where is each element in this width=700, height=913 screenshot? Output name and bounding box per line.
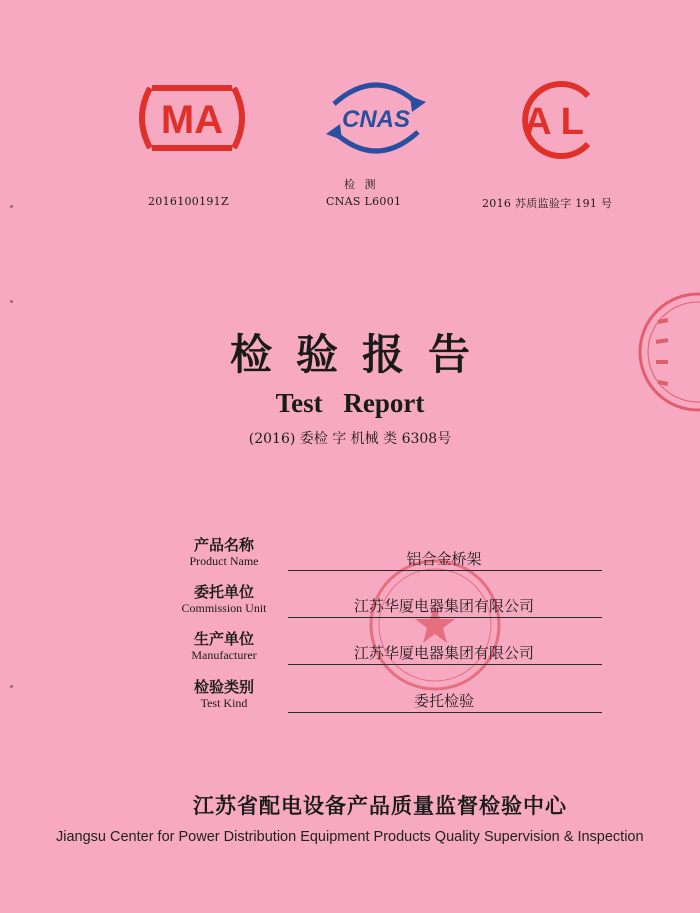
svg-text:MA: MA xyxy=(160,98,224,142)
organization-name-en: Jiangsu Center for Power Distribution Equipment Products Quality Supervision & Inspection xyxy=(56,829,644,845)
label-en: Commission Unit xyxy=(181,601,267,615)
binding-hole xyxy=(10,300,13,303)
field-label xyxy=(160,583,288,616)
field-product-name xyxy=(160,536,610,582)
cnas-cert-number: CNAS L6001 xyxy=(326,195,402,208)
cnas-logo xyxy=(320,74,432,164)
label-cn: 检验类别 xyxy=(193,678,254,696)
report-title-cn: 检验报告 xyxy=(229,330,494,379)
label-en: Product Name xyxy=(189,554,259,568)
report-number: (2016) 委检 字 机械 类 6308号 xyxy=(248,431,452,447)
field-value: 委托检验 xyxy=(413,692,474,710)
svg-text:A L: A L xyxy=(524,101,584,143)
underline xyxy=(288,617,602,618)
cnas-caption: 检 测 xyxy=(344,178,379,191)
field-commission-unit xyxy=(160,583,610,629)
report-title-en: Test Report xyxy=(275,388,425,418)
field-test-kind xyxy=(160,678,610,724)
field-label xyxy=(160,678,288,711)
al-logo xyxy=(500,80,608,160)
underline xyxy=(288,664,602,665)
underline xyxy=(288,570,602,571)
field-manufacturer xyxy=(160,630,610,676)
field-value: 江苏华厦电器集团有限公司 xyxy=(353,644,534,662)
field-label xyxy=(160,630,288,663)
ma-cert-number: 2016100191Z xyxy=(148,195,229,208)
field-value: 江苏华厦电器集团有限公司 xyxy=(353,597,534,615)
svg-text:CNAS: CNAS xyxy=(341,106,411,133)
label-cn: 生产单位 xyxy=(193,630,254,648)
field-value: 铝合金桥架 xyxy=(406,550,482,568)
label-cn: 委托单位 xyxy=(193,583,254,601)
organization-name-cn: 江苏省配电设备产品质量监督检验中心 xyxy=(193,793,567,818)
al-cert-number: 2016 苏质监验字 191 号 xyxy=(482,197,613,210)
ma-logo xyxy=(132,78,252,158)
label-cn: 产品名称 xyxy=(193,536,254,554)
binding-hole xyxy=(10,205,13,208)
label-en: Test Kind xyxy=(200,696,248,710)
label-en: Manufacturer xyxy=(191,648,257,662)
binding-hole xyxy=(10,685,13,688)
underline xyxy=(288,712,602,713)
field-label xyxy=(160,536,288,569)
